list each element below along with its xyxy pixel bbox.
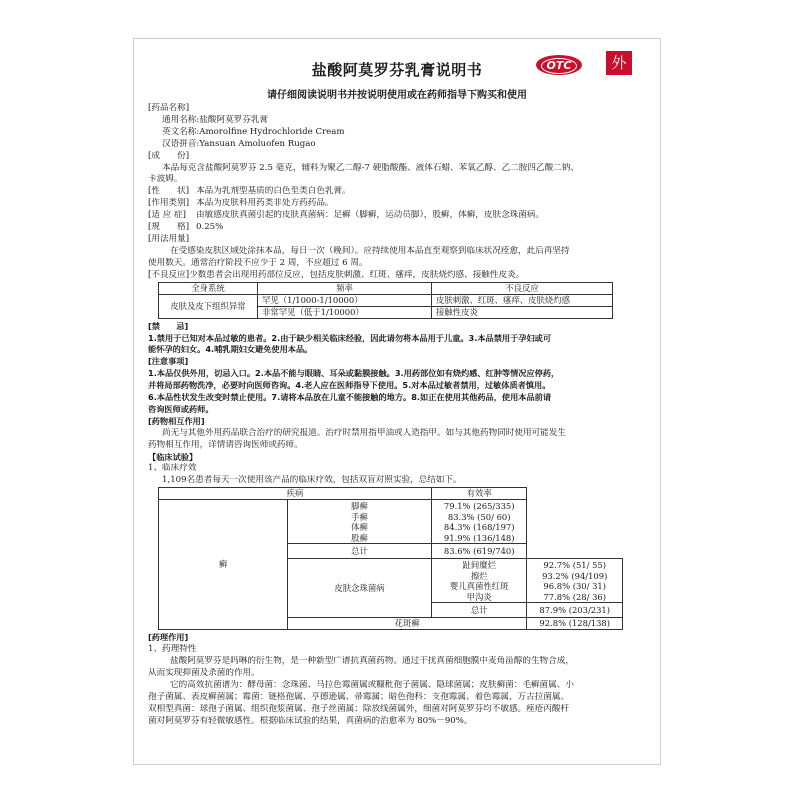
table-cell-rates — [527, 559, 623, 603]
interactions-text-1: 尚无与其他外用药品联合治疗的研究报道。治疗时禁用指甲油或人造指甲。如与其他药物同时使用可能发生 — [162, 427, 566, 438]
pharmacology-subheading: 1、药理特性 — [148, 644, 197, 655]
spectrum-text-4: 菌对阿莫罗芬有轻微敏感性。根据临床试验的结果，真菌病的治愈率为 80%－90%。 — [148, 715, 473, 726]
precautions-text-1: 1.本品仅供外用，切忌入口。2.本品不能与眼睛、耳朵或黏膜接触。3.用药部位如有烧灼感、红肿等情况应停药， — [148, 368, 560, 379]
spectrum-text-1: 它的高效抗菌谱为：酵母菌：念珠菌、马拉色霉菌属或糠秕孢子菌属、隐球菌属；皮肤癣菌：毛癣菌属、小 — [170, 679, 574, 690]
table-cell-total: 83.6% (619/740) — [431, 544, 527, 559]
otc-badge — [536, 55, 582, 75]
ingredients-text-1: 本品每克含盐酸阿莫罗芬 2.5 毫克，辅料为聚乙二醇-7 硬脂酸酯、液体石蜡、苯氧乙醇、乙二胺四乙酸二钠、 — [162, 162, 579, 173]
generic-name: 盐酸阿莫罗芬乳膏 — [199, 114, 269, 125]
precautions-text-4: 咨询医师或药师。 — [148, 403, 214, 414]
generic-name-row — [148, 115, 650, 127]
table-header-cell: 有效率 — [431, 488, 527, 500]
ingredients-text-2: 卡波姆。 — [148, 174, 183, 185]
table-cell-rate: 92.8% (128/138) — [527, 618, 623, 630]
clinical-intro: 1,109名患者每天一次使用该产品的临床疗效，包括双盲对照实验，总结如下。 — [162, 475, 462, 486]
table-cell-total-label: 总计 — [288, 544, 432, 559]
table-header-cell: 全身系统 — [159, 282, 258, 294]
pinyin-name: Yansuan Amoluofen Rugao — [199, 138, 316, 149]
adverse-row — [148, 270, 650, 282]
subtype-label: 擦烂 — [470, 570, 488, 581]
section-heading-clinical: 【临床试验】 — [148, 451, 198, 462]
rate-value: 84.3% (168/197) — [443, 522, 515, 533]
properties-row — [148, 186, 650, 198]
section-heading-interactions: [药物相互作用] — [148, 415, 205, 426]
table-cell-subtypes — [431, 559, 527, 603]
specification-row — [148, 222, 650, 234]
table-cell-disease: 花斑癣 — [288, 618, 527, 630]
precautions-text-2: 并将局部药物洗净，必要时向医师咨询。4.老人应在医师指导下使用。5.对本品过敏者禁用，过敏体质者慎用。 — [148, 380, 551, 391]
subtype-label: 甲沟炎 — [466, 591, 492, 602]
subtype-label: 脚癣 — [351, 501, 368, 512]
table-row — [159, 294, 613, 306]
spectrum-text-2: 孢子菌属、表皮癣菌属；霉菌：链格孢属、亨德逊属、帚霉属；暗色孢科：支孢霉属、着色霉属，万古拉菌属。 — [148, 691, 570, 702]
section-heading-drug-name: [药品名称] — [148, 103, 190, 113]
contraindications-text-2: 能怀孕的妇女。4.哺乳期妇女避免使用本品。 — [148, 344, 313, 355]
table-header-row — [159, 282, 613, 294]
contraindications-text-1: 1.禁用于已知对本品过敏的患者。2.由于缺少相关临床经验，因此请勿将本品用于儿童。3.本品禁用于孕妇或可 — [148, 332, 552, 343]
clinical-subheading: 1、临床疗效 — [148, 463, 197, 474]
spectrum-text-3: 双相型真菌：球孢子菌属、组织孢浆菌属、孢子丝菌属；除放线菌属外，细菌对阿莫罗芬均不敏感。痤疮丙酸杆 — [148, 703, 570, 714]
table-cell-total: 87.9% (203/231) — [527, 603, 623, 618]
subtype-label: 体癣 — [351, 522, 368, 533]
english-name-row — [148, 127, 650, 139]
table-cell-system: 皮肤及皮下组织异常 — [159, 294, 258, 318]
subtype-label: 手癣 — [351, 511, 368, 522]
rate-value: 93.2% (94/109) — [542, 570, 608, 581]
subtype-label: 股癣 — [351, 532, 368, 543]
adverse-text: 少数患者会出现用药部位反应，包括皮肤刺激、红斑、瘙痒，皮肤烧灼感、接触性皮炎。 — [189, 269, 525, 280]
rate-value: 96.8% (30/ 31) — [543, 581, 607, 592]
usage-text-1: 在受感染皮肤区域处涂抹本品，每日一次（晚间）。应持续使用本品直至观察到临床状况痊愈，此后再坚持 — [170, 245, 570, 256]
properties-text: 本品为乳剂型基质的白色至类白色乳膏。 — [196, 186, 351, 197]
rate-value: 91.9% (136/148) — [443, 532, 515, 543]
section-heading-contraindications: [禁 忌] — [148, 320, 189, 331]
external-use-badge: 外 — [606, 51, 632, 75]
otc-badge-label: OTC — [541, 58, 578, 74]
table-cell-frequency: 非常罕见（低于1/10000） — [258, 306, 432, 318]
section-heading-pharmacology: [药理作用] — [148, 632, 189, 643]
rate-value: 79.1% (265/335) — [443, 501, 515, 512]
adverse-table — [158, 282, 613, 319]
rate-value: 83.3% (50/ 60) — [447, 511, 511, 522]
table-row — [159, 500, 623, 544]
section-heading-usage: [用法用量] — [148, 233, 190, 244]
rate-value: 92.7% (51/ 55) — [543, 560, 607, 571]
leaflet-title: 盐酸阿莫罗芬乳膏说明书 — [311, 61, 483, 79]
precautions-text-3: 6.本品性状发生改变时禁止使用。7.请将本品放在儿童不能接触的地方。8.如正在使用其他药品，使用本品前请 — [148, 392, 552, 403]
section-heading-specification: [规 格] — [148, 222, 190, 233]
indications-row — [148, 210, 650, 222]
pinyin-row — [148, 139, 650, 151]
section-heading-indications: [适 应 症] — [148, 210, 186, 221]
indications-text: 由敏感皮肤真菌引起的皮肤真菌病：足癣（脚癣，运动员脚），股癣，体癣，皮肤念珠菌病。 — [196, 210, 545, 221]
pharmacology-text-2: 从而实现抑菌及杀菌的作用。 — [148, 668, 260, 678]
leaflet-sheet — [133, 38, 661, 765]
section-heading-precautions: [注意事项] — [148, 356, 189, 367]
generic-name-label: 通用名称: — [162, 114, 200, 125]
section-heading-properties: [性 状] — [148, 186, 190, 197]
category-row — [148, 198, 650, 210]
table-cell-disease-group: 癣 — [159, 500, 288, 630]
category-text: 本品为皮肤科用药类非处方药药品。 — [196, 198, 334, 209]
english-name: Amorolfine Hydrochloride Cream — [199, 126, 345, 137]
table-cell-reaction: 接触性皮炎 — [432, 306, 613, 318]
pinyin-label: 汉语拼音: — [162, 138, 200, 149]
table-cell-reaction: 皮肤刺激、红斑、瘙痒、皮肤烧灼感 — [432, 294, 613, 306]
section-heading-ingredients: [成 份] — [148, 150, 190, 161]
table-cell-rates — [431, 500, 527, 544]
table-header-row — [159, 488, 623, 500]
section-heading-category: [作用类别] — [148, 198, 190, 209]
table-cell-total-label: 总计 — [431, 603, 527, 618]
efficacy-table — [158, 487, 623, 630]
leaflet-body — [148, 103, 650, 728]
usage-text-2: 使用数天。通常治疗阶段不应少于 2 周，不应超过 6 周。 — [148, 257, 368, 268]
table-header-cell: 疾病 — [159, 488, 432, 500]
table-cell-subtypes — [288, 500, 432, 544]
english-name-label: 英文名称: — [162, 126, 200, 137]
subtype-label: 趾间糜烂 — [462, 560, 496, 571]
table-cell-disease-group: 皮肤念珠菌病 — [288, 559, 432, 618]
table-header-cell: 频率 — [258, 282, 432, 294]
pharmacology-text-1: 盐酸阿莫罗芬是吗啉的衍生物，是一种新型广谱抗真菌药物。通过干扰真菌细胞膜中麦角甾醇的生物合成， — [170, 656, 574, 667]
subtype-label: 婴儿真菌性红斑 — [449, 581, 509, 592]
table-header-cell: 不良反应 — [432, 282, 613, 294]
table-cell-frequency: 罕见（1/1000-1/10000） — [258, 294, 432, 306]
interactions-text-2: 药物相互作用，详情请咨询医师或药师。 — [148, 439, 303, 450]
specification-text: 0.25% — [196, 222, 224, 233]
leaflet-subtitle: 请仔细阅读说明书并按说明使用或在药师指导下购买和使用 — [267, 90, 527, 101]
section-heading-adverse: [不良反应] — [148, 269, 190, 280]
rate-value: 77.8% (28/ 36) — [543, 591, 607, 602]
